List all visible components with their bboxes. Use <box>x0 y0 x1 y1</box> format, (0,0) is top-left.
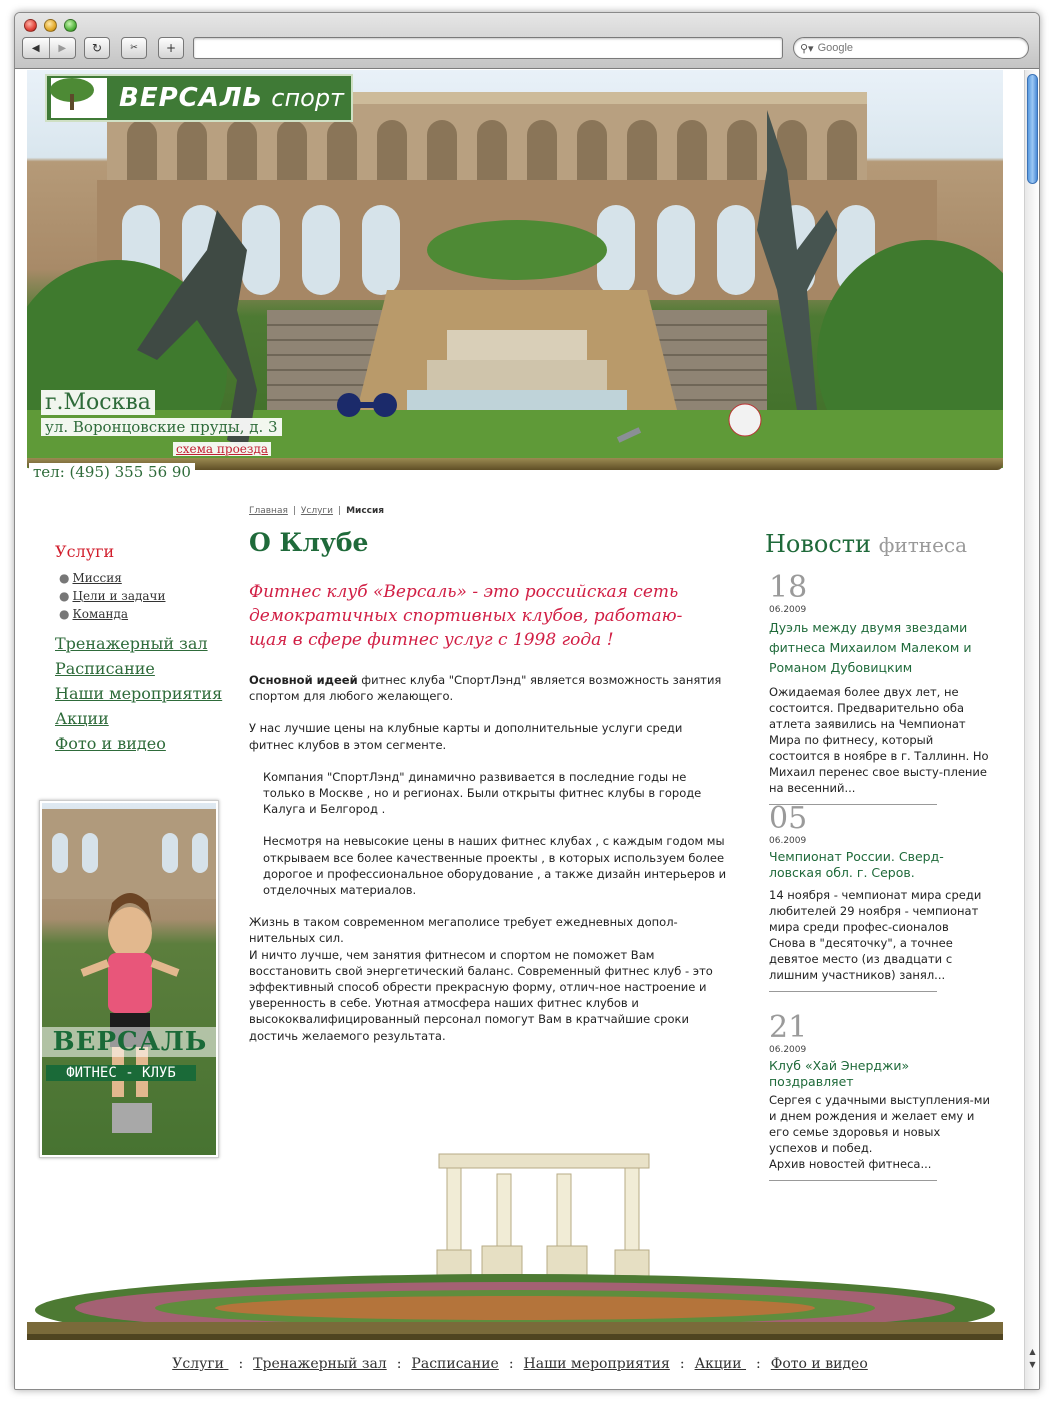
promo-illustration <box>42 803 216 1155</box>
page-viewport <box>15 70 1025 1389</box>
paragraph: Жизнь в таком современном мегаполисе требует ежедневных допол-нительных сил. <box>249 915 678 946</box>
map-link[interactable]: схема проезда <box>173 442 271 456</box>
palace-illustration <box>27 70 1003 468</box>
news-title: Новости <box>765 530 872 558</box>
news-day: 05 <box>769 801 808 836</box>
footer-link-media[interactable]: Фото и видео <box>770 1356 868 1372</box>
lead-paragraph: Фитнес клуб «Версаль» - это российская сеть демократичных спортивных клубов, работаю-щая в сфере фитнес услуг с 1998 года ! <box>249 582 683 650</box>
search-icon: ⚲▾ <box>800 42 814 55</box>
browser-toolbar <box>15 13 1039 69</box>
paragraph: Несмотря на невысокие цены в наших фитнес клубах , с каждым годом мы открываем все более качественные проекты , в которых используем более дорогое и профессиональное оборудование , а также дизайн интерьеров и отделочных материалов. <box>263 834 727 898</box>
minimize-window-button[interactable] <box>44 19 57 32</box>
reload-button[interactable] <box>84 37 110 59</box>
footer-garden-illustration <box>27 1150 1003 1340</box>
news-heading <box>765 530 967 558</box>
header-banner <box>27 70 1003 468</box>
address-bar[interactable] <box>193 37 783 59</box>
article-body <box>249 672 729 1060</box>
news-body: 14 ноября - чемпионат мира среди любителей 29 ноября - чемпионат мира среди профес-сионалов Снова в "десяточку", а точнее девятое место (из двадцати с лишним участников) занял... <box>769 888 982 982</box>
footer-link-events[interactable]: Наши мероприятия <box>523 1356 670 1372</box>
breadcrumb-separator: | <box>338 506 342 516</box>
breadcrumb-current: Миссия <box>346 506 385 516</box>
sidebar-nav <box>55 542 245 756</box>
sidebar-subitem-goals[interactable]: ● Цели и задачи <box>59 589 166 603</box>
tree-logo-icon <box>51 78 107 118</box>
back-arrow-icon: ◀ <box>31 42 40 54</box>
news-date: 06.2009 <box>769 605 807 615</box>
sidebar-item-schedule[interactable]: Расписание <box>55 659 155 678</box>
forward-arrow-icon: ▶ <box>58 42 67 54</box>
news-day: 21 <box>769 1010 808 1045</box>
news-archive-link[interactable]: Архив новостей фитнеса... <box>769 1157 932 1171</box>
phone-number: тел: (495) 355 56 90 <box>29 463 195 481</box>
gazebo-illustration <box>27 1150 1003 1340</box>
paragraph-bold: Основной идеей <box>249 673 358 687</box>
address-city: г.Москва <box>41 390 155 415</box>
sidebar-item-media[interactable]: Фото и видео <box>55 734 166 753</box>
address-street: ул. Воронцовские пруды, д. 3 <box>41 418 282 436</box>
breadcrumb <box>249 506 384 516</box>
tree-icon <box>47 76 97 112</box>
sidebar-section-services[interactable]: Услуги <box>55 542 115 561</box>
snapback-icon: ✂ <box>130 43 138 53</box>
news-link[interactable]: Чемпионат России. Сверд-ловская обл. г. Серов. <box>769 849 944 880</box>
sidebar-subitem-mission[interactable]: ● Миссия <box>59 571 122 585</box>
footer-separator: : <box>508 1356 514 1372</box>
news-link[interactable]: Дуэль между двумя звездами фитнеса Михаилом Малеком и Романом Дубовицким <box>769 620 972 675</box>
page-title: О Клубе <box>249 528 369 557</box>
logo-main-text: ВЕРСАЛЬ <box>119 83 264 113</box>
footer-link-services[interactable]: Услуги <box>172 1356 229 1372</box>
add-bookmark-button[interactable] <box>158 37 184 59</box>
search-field[interactable] <box>793 37 1029 59</box>
scroll-up-icon[interactable]: ▲ <box>1029 1347 1036 1356</box>
close-window-button[interactable] <box>24 19 37 32</box>
footer-link-gym[interactable]: Тренажерный зал <box>253 1356 387 1372</box>
footer-nav <box>15 1356 1025 1372</box>
news-item <box>769 801 991 992</box>
sidebar-item-gym[interactable]: Тренажерный зал <box>55 634 208 653</box>
breadcrumb-home[interactable]: Главная <box>249 506 288 516</box>
vertical-scrollbar[interactable] <box>1024 70 1039 1389</box>
footer-separator: : <box>396 1356 402 1372</box>
breadcrumb-services[interactable]: Услуги <box>300 506 334 516</box>
sidebar-item-events[interactable]: Наши мероприятия <box>55 684 223 703</box>
footer-separator: : <box>756 1356 761 1372</box>
paragraph: У нас лучшие цены на клубные карты и дополнительные услуги среди фитнес клубов в этом сегменте. <box>249 721 683 752</box>
scroll-thumb[interactable] <box>1027 74 1038 184</box>
news-link[interactable]: Клуб «Хай Энерджи» поздравляет <box>769 1058 910 1089</box>
paragraph <box>249 672 729 704</box>
divider <box>769 991 937 992</box>
forward-button[interactable] <box>50 38 76 58</box>
bullet-icon: ● <box>59 589 70 603</box>
logo-sub-text: спорт <box>271 84 345 112</box>
news-day: 18 <box>769 570 808 605</box>
bullet-icon: ● <box>59 571 70 585</box>
back-button[interactable] <box>23 38 50 58</box>
sidebar-subitem-team[interactable]: ● Команда <box>59 607 129 621</box>
scroll-down-icon[interactable]: ▼ <box>1029 1360 1036 1369</box>
news-item <box>769 570 991 805</box>
bullet-icon: ● <box>59 607 70 621</box>
footer-separator: : <box>679 1356 685 1372</box>
news-title-grey: фитнеса <box>878 533 968 557</box>
news-body: Ожидаемая более двух лет, не состоится. Предварительно оба атлета заявились на Чемпионат Мира по фитнесу, который состоится в ноябре в г. Таллинн. Но Михаил перенес свое высту-пление на весенний... <box>769 685 989 795</box>
promo-subtitle: ФИТНЕС - КЛУБ <box>46 1065 196 1081</box>
paragraph: Компания "СпортЛэнд" динамично развивается в последние годы не только в Москве , но и регионах. Были открыты фитнес клубы в городе Калуга и Белгород . <box>263 769 702 817</box>
paragraph-text: фитнес клуба "СпортЛэнд" является возможность занятия спортом для любого желающего. <box>249 673 722 704</box>
site-logo[interactable] <box>45 74 353 122</box>
zoom-window-button[interactable] <box>64 19 77 32</box>
reload-icon: ↻ <box>91 41 103 55</box>
news-date: 06.2009 <box>769 836 807 846</box>
paragraph: И ничто лучше, чем занятия фитнесом и спортом не поможет Вам восстановить свой энергетический баланс. Современный фитнес клуб - это эффективный способ обрести прекрасную форму, отлич-ное настроение и уверенность в себе. Уютная атмосфера наших фитнес клубов и высококвалифицированный персонал помогут Вам в кратчайшие сроки достичь желаемого результата. <box>249 947 713 1043</box>
news-date: 06.2009 <box>769 1045 807 1055</box>
promo-image <box>42 803 216 1155</box>
promo-banner[interactable] <box>39 800 219 1158</box>
footer-separator: : <box>238 1356 244 1372</box>
news-body: Сергея с удачными выступления-ми и днем рождения и желает ему и его семье здоровья и новых успехов и побед. <box>769 1093 990 1155</box>
plus-icon: + <box>165 41 177 55</box>
breadcrumb-separator: | <box>292 506 296 516</box>
sidebar-item-promotions[interactable]: Акции <box>55 709 109 728</box>
scroll-arrows[interactable] <box>1026 1345 1039 1373</box>
footer-link-schedule[interactable]: Расписание <box>411 1356 499 1372</box>
promo-title: ВЕРСАЛЬ <box>42 1027 216 1057</box>
footer-link-promotions[interactable]: Акции <box>694 1356 747 1372</box>
history-buttons <box>22 37 76 59</box>
browser-window <box>14 12 1040 1390</box>
search-placeholder: Google <box>817 42 854 54</box>
snapback-button[interactable] <box>121 37 147 59</box>
logo-wordmark <box>119 83 344 113</box>
